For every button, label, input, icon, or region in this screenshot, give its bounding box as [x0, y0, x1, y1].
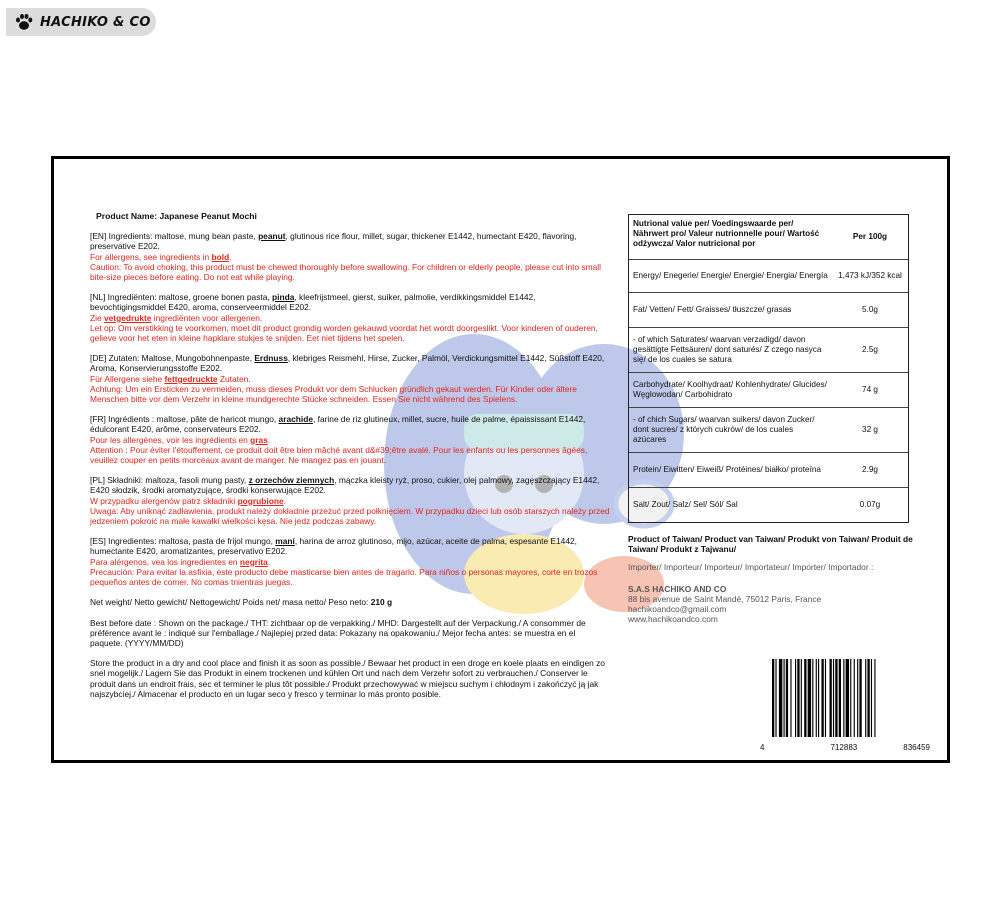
allergen-note: .: [267, 556, 271, 567]
barcode-bar: [835, 659, 837, 737]
allergen-text: peanut: [258, 231, 286, 242]
nutrition-row: [629, 407, 908, 452]
nutrition-header: [629, 215, 908, 259]
best-before: Best before date : Shown on the package./ THT: zichtbaar op de verpakking./ MHD: Dargestellt auf der Verpackung./ A consommer de préférence avant le : indiqué sur l'emballage./ Najlepiej przed data: Pokazany na opakowaniu./ Mejor fecha antes: se muestra en el paquete. (YYYY/MM/DD): [90, 617, 586, 648]
nutrient-value: 2.5g: [862, 345, 878, 354]
origin-importer: [628, 534, 918, 624]
barcode: [770, 659, 920, 737]
nutrient-value: 1,473 kJ/352 kcal: [838, 271, 902, 280]
company-name: S.A.S HACHIKO AND CO: [628, 584, 727, 594]
barcode-bar: [839, 659, 841, 737]
section-de: [90, 353, 610, 404]
allergen-note: .: [229, 251, 232, 262]
nutrient-label: Carbohydrate/ Koolhydraat/ Kohlenhydrate/ Glucides/ Węglowodan/ Carbohidrato: [633, 380, 827, 399]
barcode-bar: [790, 659, 791, 737]
allergen-note-bold: gras: [250, 434, 268, 445]
nutrient-label: - of chich Sugars/ waarvan suikers/ davon Zucker/ dont sucres/ z których cukrów/ de los cuales azúcares: [633, 415, 815, 444]
allergen-note: .: [267, 434, 271, 445]
company-address: 88 bis avenue de Saint Mandé, 75012 Paris, France: [628, 594, 822, 604]
net-weight-value: 210 g: [370, 597, 393, 608]
barcode-bar: [843, 659, 844, 737]
ingredients-text: [PL] Składniki: maltoza, fasoli mung pasty,: [90, 475, 249, 486]
nutrient-label: Energy/ Enegerie/ Energie/ Energie/ Energia/ Energía: [633, 271, 828, 280]
allergen-note-bold: pogrubione: [237, 495, 284, 506]
barcode-bar: [850, 659, 851, 737]
barcode-bar: [795, 659, 796, 737]
product-name: Product Name: Japanese Peanut Mochi: [96, 211, 257, 221]
allergen-note-bold: bold: [211, 251, 230, 262]
barcode-bar: [830, 659, 832, 737]
caution-text: Attention : Pour éviter l'étouffement, ce produit doit être bien mâché avant d&#39;être avalé. Pour les enfants ou les personnes âgées, veuillez couper en petits morceaux avant de manger. Ne mangez pas en jouant.: [90, 444, 588, 466]
nutrient-label: Protein/ Eiwitten/ Eiweiß/ Protéines/ białko/ proteína: [633, 465, 821, 474]
section-fr: [90, 414, 610, 465]
ingredients-text: , klebriges Reismehl, Hirse, Zucker, Palmöl, Verdickungsmittel E1442, Süßstoff E420, Aroma, Konservierungsstoffe E202.: [90, 353, 605, 374]
ingredients-text: , harina de arroz glutinoso, mijo, azúcar, aceite de palma, espesante E1442, humectante E420, aromatizantes, preservativo E202.: [90, 536, 577, 557]
storage-instructions: Store the product in a dry and cool place and finish it as soon as possible./ Bewaar het product in een droge en koele plaats en eindigen zo snel mogelijk./ Lagern Sie das Produkt in einem trockenen und kühlen Ort und nach dem Verzehr sofort zu verbrauchen./ Conserver le produit dans un endroit frais, sec et terminer le plus tôt possible./ Produkt przechowywać w miejscu suchym i chłodnym i zakończyć ją jak najszybciej./ Almacenar el producto en un lugar seco y fresco y terminar lo más pronto posible.: [90, 658, 605, 699]
barcode-bar: [871, 659, 872, 737]
barcode-bar: [797, 659, 799, 737]
ingredients-text: , mączka kleisty ryż, proso, cukier, olej palmowy, zagęszczający E1442, E420 słodzik, środki aromatyzujące, środki konserwujące E202.: [90, 475, 600, 496]
allergen-note-bold: fettgedruckte: [164, 373, 218, 384]
allergen-text: pinda: [272, 292, 295, 303]
caution-text: Caution: To avoid choking, this product must be chewed thoroughly before swallowing. For children or elderly people, please cut into small bite-size pieces before eating. Do not eat while playing.: [90, 261, 601, 283]
barcode-bar: [784, 659, 785, 737]
ingredients-text: [DE] Zutaten: Maltose, Mungobohnenpaste,: [90, 353, 255, 364]
nutrition-row: [629, 327, 908, 372]
allergen-note: W przypadku alergenów patrz składniki: [90, 495, 238, 506]
nutrient-value: 5.0g: [862, 305, 878, 314]
nutrient-value: 32 g: [862, 425, 878, 434]
ingredients-text: [NL] Ingrediënten: maltose, groene bonen pasta,: [90, 292, 273, 303]
net-weight-label: Net weight/ Netto gewicht/ Nettogewicht/ Poids net/ masa netto/ Peso neto:: [90, 597, 371, 608]
barcode-bar: [818, 659, 819, 737]
barcode-bar: [825, 659, 826, 737]
allergen-text: arachide: [278, 414, 313, 425]
barcode-bar: [786, 659, 788, 737]
importer-label: Importer/ Importeur/ Importeur/ Importateur/ Importer/ Importador :: [628, 562, 874, 572]
nutrient-value: 0.07g: [859, 500, 881, 509]
brand-tag: [6, 8, 156, 36]
nutrient-label: Fat/ Vetten/ Fett/ Graisses/ tłuszcze/ grasas: [633, 305, 792, 314]
section-es: [90, 536, 610, 587]
section-nl: [90, 292, 610, 343]
allergen-note: For allergens, see ingredients in: [90, 251, 212, 262]
caution-text: Uwaga: Aby uniknąć zadławienia, produkt należy dokładnie przeżuć przed połknięciem. W przypadku dzieci lub osób starszych należy przed jedzeniem pokroić na małe kawałki wielkości kęsa. Nie jedz podczas zabawy.: [90, 505, 610, 527]
nutrition-row: [629, 452, 908, 487]
barcode-bar: [854, 659, 855, 737]
barcode-digit-prefix: 4: [760, 743, 765, 752]
nutrient-label: - of which Saturates/ waarvan verzadigd/ davon gesättigte Fettsäuren/ dont saturés/ Z czego nasyca się/ de los cuales se satura: [633, 335, 822, 364]
barcode-bar: [816, 659, 817, 737]
barcode-bar: [867, 659, 869, 737]
ingredients-text: , kleefrijstmeel, gierst, suiker, palmolie, verdikkingsmiddel E1442, bevochtigingsmiddel E420, aroma, conserveermiddel E202.: [90, 292, 536, 313]
allergen-note-bold: negrita: [239, 556, 268, 567]
nutrition-table: [628, 214, 909, 523]
allergen-note: Para alérgenos, vea los ingredientes en: [90, 556, 240, 567]
barcode-numbers: [760, 743, 930, 752]
nutrition-row: [629, 259, 908, 292]
ingredients-text: [EN] Ingredients: maltose, mung bean paste,: [90, 231, 259, 242]
ingredients-text: , glutinous rice flour, millet, sugar, thickener E1442, humectant E420, flavoring, preservative E202.: [90, 231, 577, 252]
nutrient-label: Salt/ Zout/ Salz/ Sel/ Sól/ Sal: [633, 500, 738, 509]
company-website: www.hachikoandco.com: [628, 614, 718, 624]
company-email: hachikoandco@gmail.com: [628, 604, 727, 614]
section-pl: [90, 475, 610, 526]
nutrition-header-value: Per 100g: [852, 232, 888, 241]
barcode-bar: [808, 659, 811, 737]
allergen-text: maní: [275, 536, 295, 547]
ingredients-text: [ES] Ingredientes: maltosa, pasta de frijol mungo,: [90, 536, 276, 547]
allergen-text: z orzechów ziemnych: [248, 475, 335, 486]
barcode-bar: [874, 659, 875, 737]
barcode-digits-right: 836459: [903, 743, 930, 752]
barcode-bar: [772, 659, 774, 737]
paw-icon: [14, 13, 34, 31]
caution-text: Achtung: Um ein Ersticken zu vermeiden, muss dieses Produkt vor dem Schlucken gründlich gekaut werden. Für Kinder oder ältere Menschen bitte vor dem Verzehr in kleine mundgerechte Stücke schneiden. Essen Sie nicht während des Spielens.: [90, 383, 577, 405]
allergen-note: Zutaten.: [217, 373, 251, 384]
product-label: [51, 156, 950, 763]
barcode-bar: [859, 659, 861, 737]
barcode-bar: [846, 659, 849, 737]
nutrition-row: [629, 487, 908, 522]
caution-text: Precaución: Para evitar la asfixia, este producto debe masticarse bien antes de tragarlo. Para niños o personas mayores, corte en trozos pequeños antes de comer. No comas tnientras juegas.: [90, 566, 598, 588]
nutrition-row: [629, 292, 908, 327]
nutrition-header-label: Nutrional value per/ Voedingswaarde per/ Nährwert pro/ Valeur nutrionnelle pour/ Wartość odżywcza/ Valor nutricional por: [633, 219, 820, 248]
brand-name: HACHIKO & CO: [40, 14, 151, 30]
caution-text: Let op: Om verstikking te voorkomen, moet dit product grondig worden gekauwd voordat het wordt doorgeslikt. Voor kinderen of ouderen, gelieve voor het eten in kleine hapklare stukjes te snijden. Eet niet tijdens het spelen.: [90, 322, 598, 344]
allergen-note: Zie: [90, 312, 104, 323]
ingredients-column: [90, 211, 610, 709]
nutrition-row: [629, 372, 908, 407]
barcode-bar: [775, 659, 776, 737]
nutrient-value: 74 g: [862, 385, 878, 394]
barcode-bar: [779, 659, 782, 737]
barcode-bar: [804, 659, 806, 737]
allergen-text: Erdnuss: [254, 353, 288, 364]
barcode-digits-left: 712883: [830, 743, 858, 752]
ingredients-text: [FR] Ingrédients : maltose, pâte de haricot mungo,: [90, 414, 279, 425]
barcode-bar: [821, 659, 823, 737]
barcode-bar: [857, 659, 858, 737]
barcode-bar: [833, 659, 834, 737]
allergen-note: .: [283, 495, 286, 506]
nutrient-value: 2.9g: [862, 465, 878, 474]
origin-text: Product of Taiwan/ Product van Taiwan/ Produkt von Taiwan/ Produit de Taiwan/ Produkt z Tajwanu/: [628, 534, 913, 554]
barcode-bar: [865, 659, 866, 737]
allergen-note: Pour les allergènes, voir les ingrédients en: [90, 434, 251, 445]
allergen-note-bold: vetgedrukte: [103, 312, 152, 323]
allergen-note: Für Allergene siehe: [90, 373, 165, 384]
barcode-bar: [801, 659, 802, 737]
allergen-note: ingrediënten voor allergenen.: [151, 312, 263, 323]
ingredients-text: , farine de riz glutineux, millet, sucre, huile de palme, épaississant E1442, édulcorant E420, arôme, conservateurs E202.: [90, 414, 586, 435]
barcode-bar: [812, 659, 813, 737]
section-en: [90, 231, 610, 282]
net-weight: [90, 597, 610, 607]
